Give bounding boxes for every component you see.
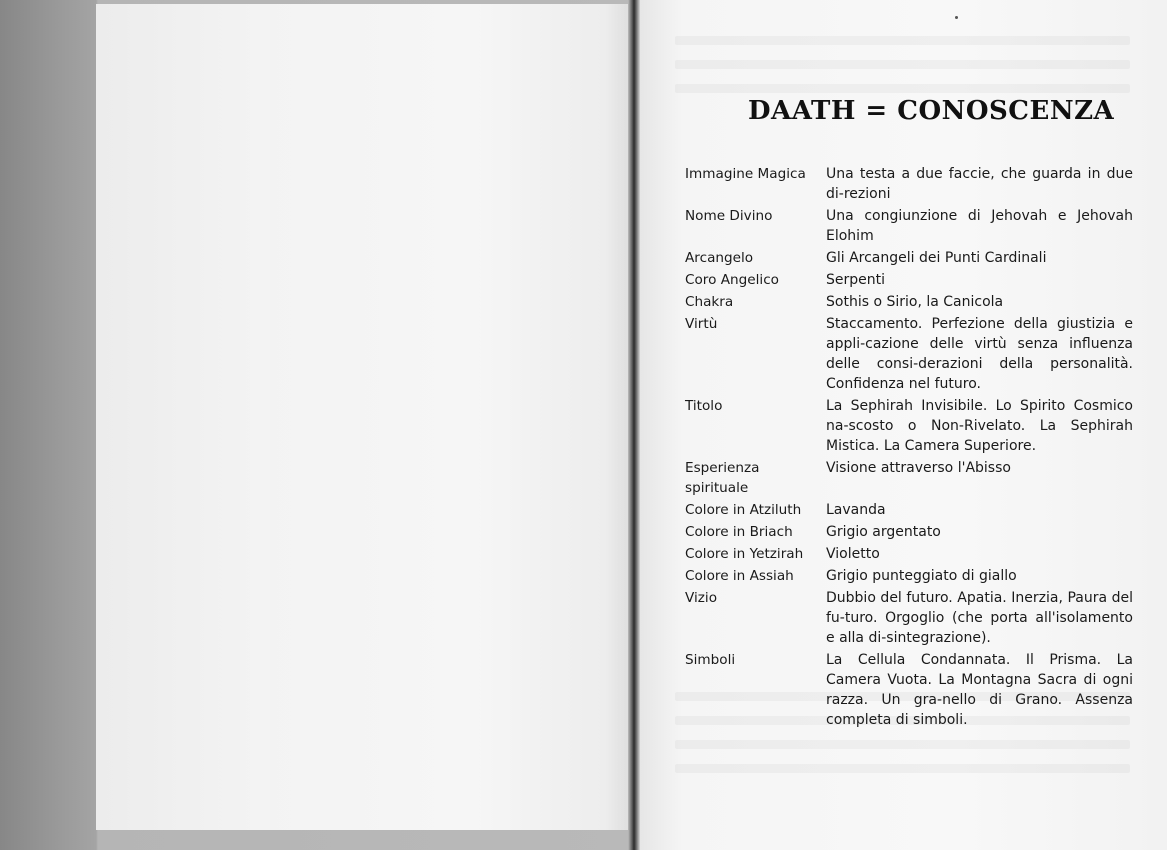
table-row [685, 206, 1133, 248]
left-page-blank [96, 4, 632, 830]
entry-value: Grigio argentato [826, 524, 941, 540]
entry-value: Gli Arcangeli dei Punti Cardinali [826, 250, 1047, 266]
bleed-through-line [675, 36, 1130, 45]
table-row [685, 248, 1133, 270]
entry-label: Titolo [685, 398, 723, 414]
correspondence-table-body [685, 164, 1133, 732]
entry-value: Visione attraverso l'Abisso [826, 460, 1011, 476]
entry-value: Grigio punteggiato di giallo [826, 568, 1017, 584]
ink-speck [955, 16, 958, 19]
entry-value: Una testa a due faccie, che guarda in due di-rezioni [826, 166, 1133, 202]
entry-label: Colore in Briach [685, 524, 793, 540]
entry-label: Arcangelo [685, 250, 754, 266]
entry-label: Nome Divino [685, 208, 773, 224]
table-row [685, 566, 1133, 588]
entry-value: Violetto [826, 546, 880, 562]
entry-label: Esperienza spirituale [685, 460, 760, 496]
entry-value: Dubbio del futuro. Apatia. Inerzia, Paura del fu-turo. Orgoglio (che porta all'isolamento e alla di-sintegrazione). [826, 590, 1133, 646]
entry-label: Vizio [685, 590, 718, 606]
table-row [685, 544, 1133, 566]
entry-label: Chakra [685, 294, 734, 310]
entry-label: Colore in Assiah [685, 568, 794, 584]
table-row [685, 270, 1133, 292]
bleed-through-line [675, 740, 1130, 749]
entry-label: Colore in Atziluth [685, 502, 802, 518]
table-row [685, 396, 1133, 458]
table-row [685, 500, 1133, 522]
entry-value: Serpenti [826, 272, 886, 288]
entry-label: Colore in Yetzirah [685, 546, 804, 562]
bleed-through-line [675, 764, 1130, 773]
bleed-through-line [675, 84, 1130, 93]
table-row [685, 522, 1133, 544]
table-row [685, 650, 1133, 732]
entry-label: Virtù [685, 316, 718, 332]
entry-label: Coro Angelico [685, 272, 779, 288]
entry-value: Una congiunzione di Jehovah e Jehovah Elohim [826, 208, 1133, 244]
entry-label: Simboli [685, 652, 736, 668]
entry-value: La Sephirah Invisibile. Lo Spirito Cosmico na-scosto o Non-Rivelato. La Sephirah Mistica. La Camera Superiore. [826, 398, 1133, 454]
table-row [685, 458, 1133, 500]
table-row [685, 164, 1133, 206]
book-gutter [628, 0, 640, 850]
entry-value: La Cellula Condannata. Il Prisma. La Camera Vuota. La Montagna Sacra di ogni razza. Un gra-nello di Grano. Assenza completa di simboli. [826, 652, 1133, 728]
bleed-through-line [675, 60, 1130, 69]
correspondence-table [685, 164, 1133, 732]
entry-value: Lavanda [826, 502, 886, 518]
page-title: DAATH = CONOSCENZA [748, 96, 1115, 126]
table-row [685, 292, 1133, 314]
table-row [685, 314, 1133, 396]
entry-label: Immagine Magica [685, 166, 806, 182]
entry-value: Staccamento. Perfezione della giustizia e appli-cazione delle virtù senza influenza delle consi-derazioni della personalità. Confidenza nel futuro. [826, 316, 1133, 392]
entry-value: Sothis o Sirio, la Canicola [826, 294, 1004, 310]
table-row [685, 588, 1133, 650]
